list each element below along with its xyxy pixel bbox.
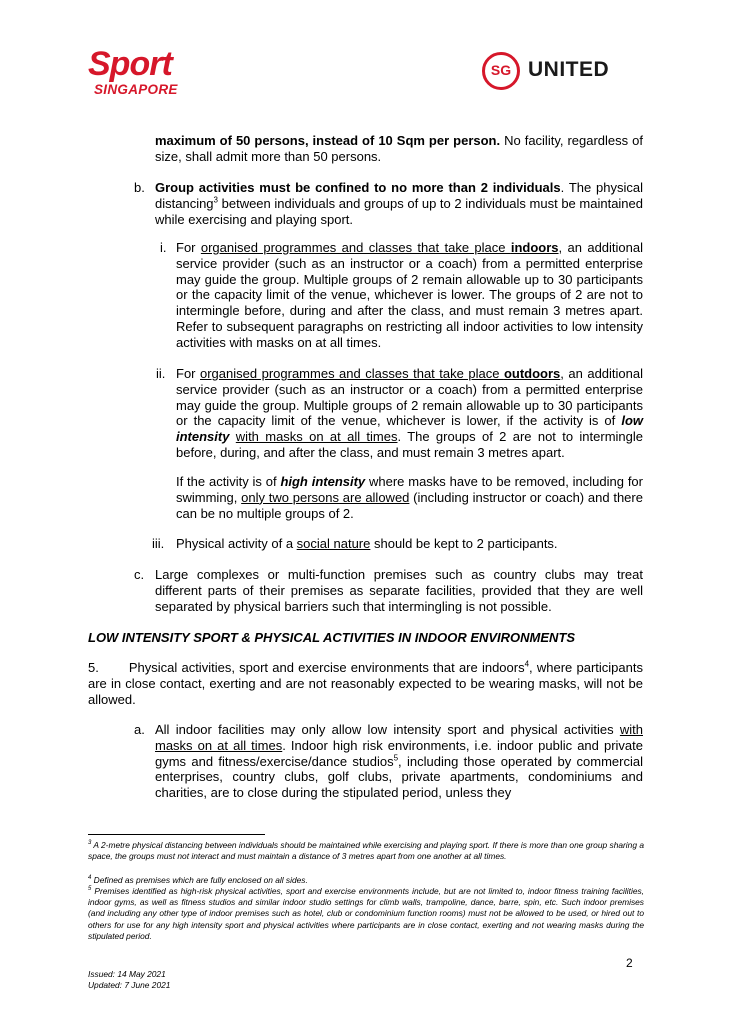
sport-singapore-logo xyxy=(88,44,206,100)
item-b-i-label: i. xyxy=(160,240,167,255)
item-5a-masks-on: with masks on at all times xyxy=(155,722,643,753)
item-b-ii-t1: For xyxy=(176,366,200,381)
item-b-i-indoors: indoors xyxy=(510,240,559,255)
page-number: 2 xyxy=(626,956,633,970)
sport-logo-subtitle: SINGAPORE xyxy=(94,82,178,97)
footnote-4 xyxy=(88,875,644,886)
issue-dates xyxy=(88,969,170,991)
item-b-text-2: between individuals and groups of up to 2 individuals must be maintained while exercising and playing sport. xyxy=(155,195,643,227)
item-b-label: b. xyxy=(134,180,145,195)
item-b-ii-text xyxy=(176,366,643,461)
footnote-ref-4: 4 xyxy=(524,659,530,669)
section-heading: LOW INTENSITY SPORT & PHYSICAL ACTIVITIES IN INDOOR ENVIRONMENTS xyxy=(88,630,576,645)
footnote-5-number: 5 xyxy=(88,886,92,893)
footnote-3 xyxy=(88,840,644,862)
intro-continuation xyxy=(155,133,643,165)
paragraph-5-t1: Physical activities, sport and exercise environments that are indoors xyxy=(128,660,525,675)
item-b-ii-masks-on: with masks on at all times xyxy=(235,429,398,445)
item-b-iii-social-nature: social nature xyxy=(296,536,371,551)
item-b-text xyxy=(155,180,643,227)
sg-united-logo xyxy=(482,52,642,92)
intro-rest: No facility, regardless of size, shall admit more than 50 persons. xyxy=(155,133,643,164)
paragraph-5-t2: , where participants are in close contact, exerting and are not reasonably expected to be wearing masks, will not be allowed. xyxy=(88,660,643,707)
item-5a-text xyxy=(155,722,643,801)
footnote-4-text: Defined as premises which are fully enclosed on all sides. xyxy=(93,875,308,885)
item-c-label: c. xyxy=(134,567,145,582)
footnote-ref-5: 5 xyxy=(393,753,399,763)
item-b-ii-outdoors: outdoors xyxy=(503,366,561,381)
item-b-i-text xyxy=(176,240,643,351)
item-b-iii-text xyxy=(176,536,643,552)
sg-logo-mark: SG xyxy=(490,62,512,78)
sport-logo-word: Sport xyxy=(88,45,172,83)
item-b-i-underline: organised programmes and classes that take place xyxy=(200,240,511,255)
item-b-ii-underline: organised programmes and classes that take place xyxy=(200,366,504,381)
item-b-i-t1: For xyxy=(176,240,201,255)
footnote-5 xyxy=(88,886,644,942)
item-5a-t3: , including those operated by commercial enterprises, country clubs, golf clubs, private apartments, condominiums and charities, are to close during the stipulated period, unless they xyxy=(155,753,643,801)
footnote-4-number: 4 xyxy=(88,875,92,882)
item-b-iii-t2: should be kept to 2 participants. xyxy=(370,536,558,551)
footnote-5-text: Premises identified as high-risk physical activities, sport and exercise environments include, but are not limited to, indoor fitness training facilities, indoor gyms, as well as fitness studios and similar indoor studio settings for climb walls, trampoline, dance, barre, spin, etc. Such indoor premises (and including any other type of indoor premises such as hotel, club or condominium function rooms) must not be allowed to be used, or hired out to others for use for any high intensity sport and physical activities where participants are in close contact, exerting and not wearing masks during the stipulated period. xyxy=(88,886,645,941)
item-b-iii-label: iii. xyxy=(152,536,165,551)
item-c-text xyxy=(155,567,643,614)
item-b-text-1: . The physical distancing xyxy=(155,180,644,211)
item-5a-label: a. xyxy=(134,722,145,737)
item-b-ii-t2: , an additional service provider (such as an instructor or a coach) from a permitted enterprise may guide the group. Multiple groups of 2 remain allowable up to 30 participants or the capacity limit of the venue, whichever is lower, if the activity is of xyxy=(176,366,643,429)
footnote-3-text: A 2-metre physical distancing between individuals should be maintained while exercising and playing sport. If there is more than one group sharing a space, the groups must not interact and must maintain a distance of 3 metres apart from one another at all times. xyxy=(88,840,644,862)
item-c-paragraph: Large complexes or multi-function premises such as country clubs may treat different parts of their premises as separate facilities, provided that they are well separated by physical barriers such that intermingling is not possible. xyxy=(155,567,643,614)
footnote-ref-3: 3 xyxy=(213,195,218,205)
intro-bold: maximum of 50 persons, instead of 10 Sqm per person. xyxy=(155,133,501,148)
issued-date: Issued: 14 May 2021 xyxy=(88,969,166,979)
item-b-ii-t4: . The groups of 2 are not to intermingle before, during, and after the class, and must remain 3 metres apart. xyxy=(176,429,643,460)
updated-date: Updated: 7 June 2021 xyxy=(88,980,171,990)
footnote-3-number: 3 xyxy=(88,840,92,847)
item-b-iii-t1: Physical activity of a xyxy=(176,536,297,551)
footnote-divider xyxy=(88,834,265,835)
item-b-ii-p2-t1: If the activity is of xyxy=(176,474,281,489)
item-b-ii-p2-t3: (including instructor or coach) and there can be no multiple groups of 2. xyxy=(176,489,643,521)
item-b-bold: Group activities must be confined to no more than 2 individuals xyxy=(155,180,561,195)
item-b-ii-label: ii. xyxy=(156,366,166,381)
item-b-ii-p2-two-persons: only two persons are allowed xyxy=(241,489,410,505)
item-b-ii-p2-high-intensity: high intensity xyxy=(280,474,366,489)
item-b-ii-low-intensity: low intensity xyxy=(176,413,643,445)
item-b-ii-paragraph-2 xyxy=(176,474,643,521)
paragraph-5-number: 5. xyxy=(88,660,99,675)
item-b-ii-p2-t2: where masks have to be removed, including for swimming, xyxy=(176,474,643,505)
item-5a-t2: . Indoor high risk environments, i.e. indoor public and private gyms and fitness/exercise/dance studios xyxy=(155,737,643,769)
paragraph-5 xyxy=(88,660,643,707)
item-b-i-t2: , an additional service provider (such as an instructor or a coach) from a permitted enterprise may guide the group. Multiple groups of 2 remain allowable up to 30 participants or the capacity limit of the venue, whichever is lower. The groups of 2 are not to intermingle before, during and after the class, and must remain 3 metres apart. Refer to subsequent paragraphs on restricting all indoor activities to low intensity activities with masks on at all times. xyxy=(176,240,644,350)
item-5a-t1: All indoor facilities may only allow low intensity sport and physical activities xyxy=(155,722,620,737)
sg-logo-word: UNITED xyxy=(528,58,610,81)
